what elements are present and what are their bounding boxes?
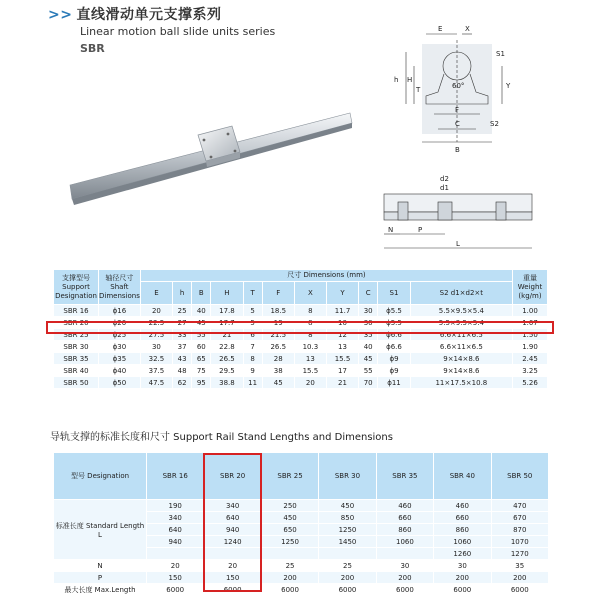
table-cell: 8 — [243, 353, 262, 365]
table-cell: 200 — [376, 572, 433, 584]
table-cell: 33 — [172, 329, 191, 341]
table-cell: 940 — [147, 536, 204, 548]
table-cell: 670 — [491, 512, 548, 524]
arrow-icon: >> — [48, 7, 73, 23]
table-cell — [319, 548, 376, 560]
table-cell: 21 — [326, 377, 358, 389]
label-B: B — [455, 146, 460, 154]
table-cell: 47.5 — [140, 377, 172, 389]
header-col: H — [211, 282, 243, 305]
table-cell: 6000 — [261, 584, 318, 596]
header-col: S1 — [378, 282, 410, 305]
table-cell: 340 — [147, 512, 204, 524]
table-cell — [261, 548, 318, 560]
table-cell: 30 — [376, 560, 433, 572]
table-cell: 450 — [261, 512, 318, 524]
table-cell: 37.5 — [140, 365, 172, 377]
table-cell: 25 — [261, 560, 318, 572]
header-col: h — [172, 282, 191, 305]
table-cell: 62 — [172, 377, 191, 389]
header-model: SBR 40 — [434, 453, 491, 500]
table-cell: 6000 — [434, 584, 491, 596]
table-cell: ϕ5.5 — [378, 305, 410, 317]
table-cell: 340 — [204, 500, 261, 512]
table-cell: 200 — [319, 572, 376, 584]
table-cell: 30 — [140, 341, 172, 353]
label-h: h — [394, 76, 399, 84]
table-cell: 30 — [434, 560, 491, 572]
table-cell: 470 — [491, 500, 548, 512]
table-cell: 1250 — [319, 524, 376, 536]
header-col: T — [243, 282, 262, 305]
table-cell: ϕ35 — [99, 353, 141, 365]
table-cell: 18.5 — [262, 305, 294, 317]
table-cell: 1.90 — [513, 341, 548, 353]
table-cell: 5 — [243, 305, 262, 317]
table-cell: 28 — [262, 353, 294, 365]
table-cell: 9 — [243, 365, 262, 377]
table-cell: 870 — [491, 524, 548, 536]
table-cell: ϕ9 — [378, 365, 410, 377]
table-cell: 21.5 — [262, 329, 294, 341]
table-cell: 660 — [376, 512, 433, 524]
table-cell: SBR 40 — [54, 365, 99, 377]
table-cell — [147, 548, 204, 560]
table-cell: SBR 16 — [54, 305, 99, 317]
header-col: B — [192, 282, 211, 305]
label-Y: Y — [506, 82, 511, 90]
table-cell: 8 — [294, 329, 326, 341]
label-H: H — [407, 76, 413, 84]
table-cell: 11×17.5×10.8 — [410, 377, 512, 389]
table-cell: 20 — [140, 305, 172, 317]
table-cell: 40 — [359, 341, 378, 353]
series-label: SBR — [80, 42, 105, 55]
highlight-sbr20-row — [46, 321, 554, 334]
table-cell: 17 — [326, 365, 358, 377]
table-row — [54, 377, 548, 389]
table-cell: 200 — [261, 572, 318, 584]
table-cell: 38.8 — [211, 377, 243, 389]
table-cell: 6000 — [491, 584, 548, 596]
table-cell: 7 — [243, 341, 262, 353]
table-cell: 20 — [147, 560, 204, 572]
table-cell: 22.5 — [140, 317, 172, 329]
label-S2: S2 — [490, 120, 499, 128]
table-cell: 860 — [434, 524, 491, 536]
table-cell: 30 — [359, 317, 378, 329]
table-cell: ϕ30 — [99, 341, 141, 353]
table-cell: 6.6×11×6.5 — [410, 329, 512, 341]
label-T: T — [416, 86, 421, 94]
row-label: P — [54, 572, 147, 584]
table-cell: 55 — [192, 329, 211, 341]
table-cell: 5.5×9.5×5.4 — [410, 317, 512, 329]
table-cell: SBR 35 — [54, 353, 99, 365]
table-cell: ϕ11 — [378, 377, 410, 389]
table-cell: ϕ6.6 — [378, 341, 410, 353]
section2-title: 导轨支撑的标准长度和尺寸 Support Rail Stand Lengths and Dimensions — [50, 432, 393, 443]
table-cell: 1270 — [491, 548, 548, 560]
table-cell: 22.8 — [211, 341, 243, 353]
table-cell: SBR 20 — [54, 317, 99, 329]
table-cell: 15.5 — [326, 353, 358, 365]
table-cell: 6000 — [376, 584, 433, 596]
header-model: SBR 35 — [376, 453, 433, 500]
table-cell: 21 — [211, 329, 243, 341]
table-cell: 65 — [192, 353, 211, 365]
table-cell: 3.25 — [513, 365, 548, 377]
table-cell: 27.5 — [140, 329, 172, 341]
table-cell: 12 — [326, 329, 358, 341]
table-cell: ϕ20 — [99, 317, 141, 329]
label-S1: S1 — [496, 50, 505, 58]
table-cell: 1060 — [434, 536, 491, 548]
table-cell: 5.26 — [513, 377, 548, 389]
table-cell: 1070 — [491, 536, 548, 548]
table-cell: 19 — [262, 317, 294, 329]
table-cell: 940 — [204, 524, 261, 536]
header-designation: 型号 Designation — [54, 453, 147, 500]
row-label: N — [54, 560, 147, 572]
table-cell: 35 — [359, 329, 378, 341]
table-cell: 48 — [172, 365, 191, 377]
label-angle: 60° — [452, 82, 465, 90]
table-cell: 11 — [243, 377, 262, 389]
table-row — [54, 353, 548, 365]
table-cell: 38 — [262, 365, 294, 377]
header-col: X — [294, 282, 326, 305]
header-model: 支撑型号 Support Designation — [54, 270, 99, 305]
table-cell: SBR 30 — [54, 341, 99, 353]
table-cell: 13 — [294, 353, 326, 365]
table-cell: ϕ5.5 — [378, 317, 410, 329]
table-cell: 460 — [376, 500, 433, 512]
title-cn: >> 直线滑动单元支撑系列 — [48, 7, 222, 23]
table-cell: 45 — [359, 353, 378, 365]
table-cell: 1060 — [376, 536, 433, 548]
table-cell: 20 — [294, 377, 326, 389]
table-cell: 11.7 — [326, 305, 358, 317]
table-cell: 1450 — [319, 536, 376, 548]
table-cell: 1.00 — [513, 305, 548, 317]
table-cell: 6000 — [204, 584, 261, 596]
table-cell: 200 — [434, 572, 491, 584]
table-cell: 1260 — [434, 548, 491, 560]
table-cell: 32.5 — [140, 353, 172, 365]
table-cell: 17.8 — [211, 305, 243, 317]
table-cell: 43 — [172, 353, 191, 365]
header-model: SBR 20 — [204, 453, 261, 500]
table-cell: 26.5 — [211, 353, 243, 365]
table-cell: 1250 — [261, 536, 318, 548]
table-row — [54, 572, 549, 584]
header-model: SBR 16 — [147, 453, 204, 500]
header-weight: 重量 Weight (kg/m) — [513, 270, 548, 305]
table-cell: 150 — [147, 572, 204, 584]
highlight-sbr20-column — [203, 453, 262, 592]
row-label: 最大长度 Max.Length — [54, 584, 147, 596]
table-cell: 10.3 — [294, 341, 326, 353]
header-col: S2 d1×d2×t — [410, 282, 512, 305]
table-cell: 200 — [491, 572, 548, 584]
table-cell: 45 — [262, 377, 294, 389]
label-E: E — [438, 25, 443, 33]
table-cell: 26.5 — [262, 341, 294, 353]
cross-section-drawing — [392, 22, 522, 162]
label-F: F — [455, 106, 460, 114]
header-dimensions: 尺寸 Dimensions (mm) — [140, 270, 512, 282]
table-cell: ϕ16 — [99, 305, 141, 317]
table-cell: 2.45 — [513, 353, 548, 365]
table-cell: 30 — [359, 305, 378, 317]
product-photo — [60, 95, 360, 215]
table-cell: 13 — [326, 341, 358, 353]
table-row — [54, 584, 549, 596]
table-cell: 460 — [434, 500, 491, 512]
table-cell: 5.5×9.5×5.4 — [410, 305, 512, 317]
table-row — [54, 341, 548, 353]
table-cell: 650 — [261, 524, 318, 536]
table-cell: 1.50 — [513, 329, 548, 341]
table-cell — [376, 548, 433, 560]
label-d2: d2 — [440, 175, 449, 183]
table-cell: 1.07 — [513, 317, 548, 329]
label-d1: d1 — [440, 184, 449, 192]
label-P: P — [418, 226, 423, 234]
table-cell: 250 — [261, 500, 318, 512]
table-cell: 60 — [192, 341, 211, 353]
label-L: L — [456, 240, 460, 248]
header — [48, 4, 275, 55]
table-cell: ϕ25 — [99, 329, 141, 341]
header-col: C — [359, 282, 378, 305]
table-cell: 70 — [359, 377, 378, 389]
table-cell: ϕ9 — [378, 353, 410, 365]
table-cell: 27 — [172, 317, 191, 329]
table-cell: 8 — [294, 317, 326, 329]
table-cell: 8 — [294, 305, 326, 317]
table-row — [54, 305, 548, 317]
table-cell: 850 — [319, 512, 376, 524]
table-cell: 45 — [192, 317, 211, 329]
header-model: SBR 50 — [491, 453, 548, 500]
table-cell: 6.6×11×6.5 — [410, 341, 512, 353]
label-C: C — [455, 120, 460, 128]
title-en: Linear motion ball slide units series — [80, 25, 276, 38]
table-row — [54, 365, 548, 377]
label-X: X — [465, 25, 470, 33]
table-cell: 95 — [192, 377, 211, 389]
table-cell: 5 — [243, 317, 262, 329]
table-cell: 20 — [204, 560, 261, 572]
header-col: E — [140, 282, 172, 305]
table-cell: 25 — [172, 305, 191, 317]
standard-length-label: 标准长度 Standard Length L — [54, 500, 147, 560]
table-cell: 6000 — [147, 584, 204, 596]
header-model: SBR 25 — [261, 453, 318, 500]
table-cell: 660 — [434, 512, 491, 524]
table-cell: 860 — [376, 524, 433, 536]
rail-length-table — [53, 452, 549, 596]
header-col: F — [262, 282, 294, 305]
table-cell: 640 — [147, 524, 204, 536]
table-cell: 450 — [319, 500, 376, 512]
table-cell: 10 — [326, 317, 358, 329]
table-cell: 17.7 — [211, 317, 243, 329]
table-cell: 37 — [172, 341, 191, 353]
table-cell: 640 — [204, 512, 261, 524]
table-cell: 25 — [319, 560, 376, 572]
table-row — [54, 560, 549, 572]
table-row — [54, 500, 549, 512]
table-cell: 9×14×8.6 — [410, 353, 512, 365]
table-cell: SBR 25 — [54, 329, 99, 341]
table-cell: 1240 — [204, 536, 261, 548]
header-col: Y — [326, 282, 358, 305]
table-cell: 6 — [243, 329, 262, 341]
table-cell: ϕ6.6 — [378, 329, 410, 341]
table-cell: 15.5 — [294, 365, 326, 377]
header-shaft: 轴径尺寸 Shaft Dimensions — [99, 270, 141, 305]
table-cell: ϕ40 — [99, 365, 141, 377]
table-cell: 6000 — [319, 584, 376, 596]
table-cell: 40 — [192, 305, 211, 317]
table-cell: ϕ50 — [99, 377, 141, 389]
table-cell: 150 — [204, 572, 261, 584]
label-N: N — [388, 226, 394, 234]
table-cell: 9×14×8.6 — [410, 365, 512, 377]
table-cell: 190 — [147, 500, 204, 512]
table-cell: 35 — [491, 560, 548, 572]
side-view-drawing — [378, 172, 538, 260]
table-cell: 75 — [192, 365, 211, 377]
table-cell: 29.5 — [211, 365, 243, 377]
table-cell: SBR 50 — [54, 377, 99, 389]
header-model: SBR 30 — [319, 453, 376, 500]
table-cell: 55 — [359, 365, 378, 377]
